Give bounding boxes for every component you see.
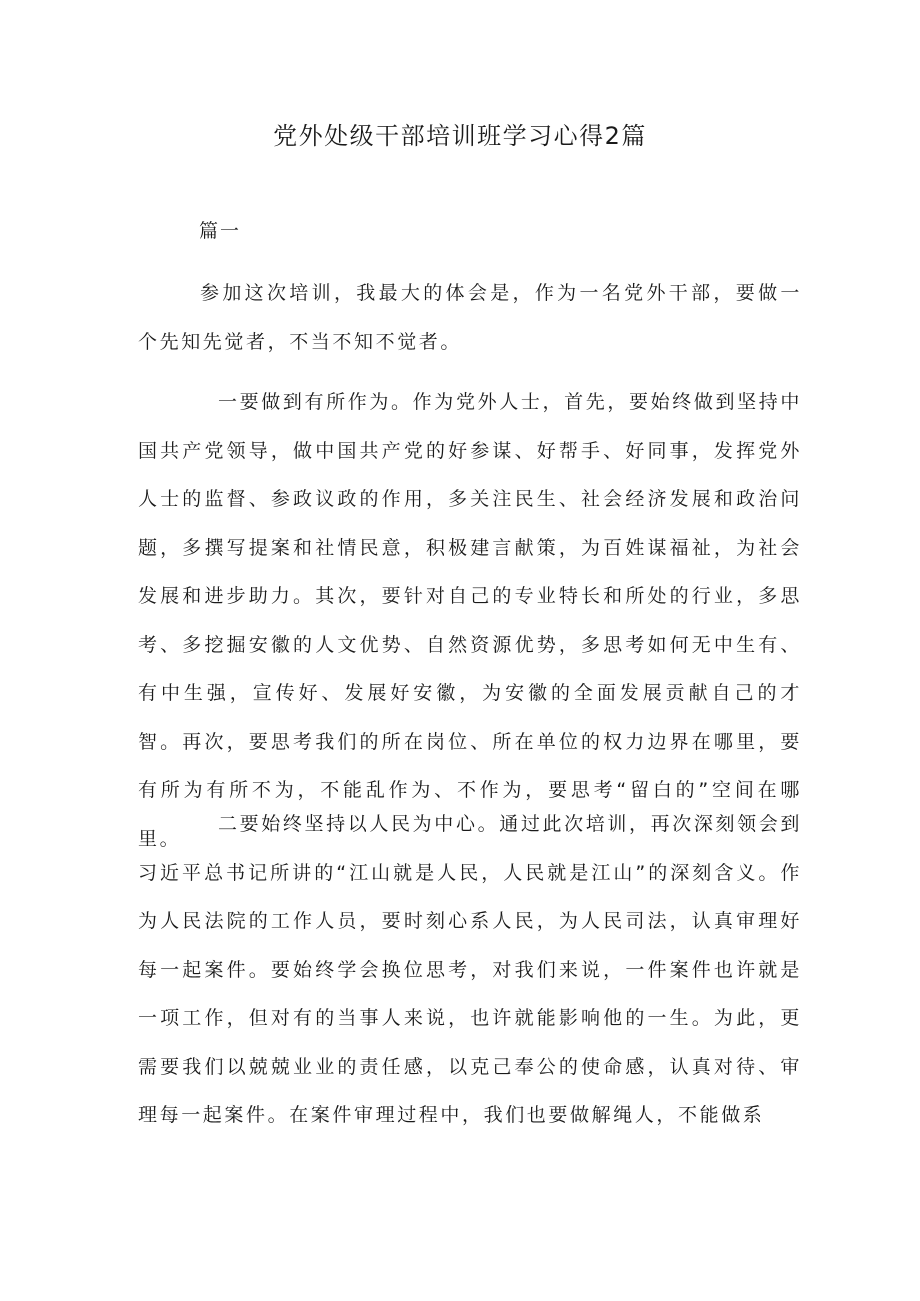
paragraph-3: 二要始终坚持以人民为中心。通过此次培训，再次深刻领会到习近平总书记所讲的“江山就是人民，人民就是江山”的深刻含义。作为人民法院的工作人员，要时刻心系人民，为人民司法，认真审理好每一起案件。要始终学会换位思考，对我们来说，一件案件也许就是一项工作，但对有的当事人来说，也许就能影响他的一生。为此，更需要我们以兢兢业业的责任感，以克己奉公的使命感，认真对待、审理每一起案件。在案件审理过程中，我们也要做解绳人，不能做系 [138,813,802,1126]
document-title: 党外处级干部培训班学习心得2篇 [273,122,647,150]
section-label: 篇一 [199,220,242,242]
paragraph-1: 参加这次培训，我最大的体会是，作为一名党外干部，要做一个先知先觉者，不当不知不觉者。 [138,282,802,353]
paragraph-2: 一要做到有所作为。作为党外人士，首先，要始终做到坚持中国共产党领导，做中国共产党的好参谋、好帮手、好同事，发挥党外人士的监督、参政议政的作用，多关注民生、社会经济发展和政治问题，多撰写提案和社情民意，积极建言献策，为百姓谋福祉，为社会发展和进步助力。其次，要针对自己的专业特长和所处的行业，多思考、多挖掘安徽的人文优势、自然资源优势，多思考如何无中生有、有中生强，宣传好、发展好安徽，为安徽的全面发展贡献自己的才智。再次，要思考我们的所在岗位、所在单位的权力边界在哪里，要有所为有所不为，不能乱作为、不作为，要思考“留白的”空间在哪里。 [138,391,802,850]
